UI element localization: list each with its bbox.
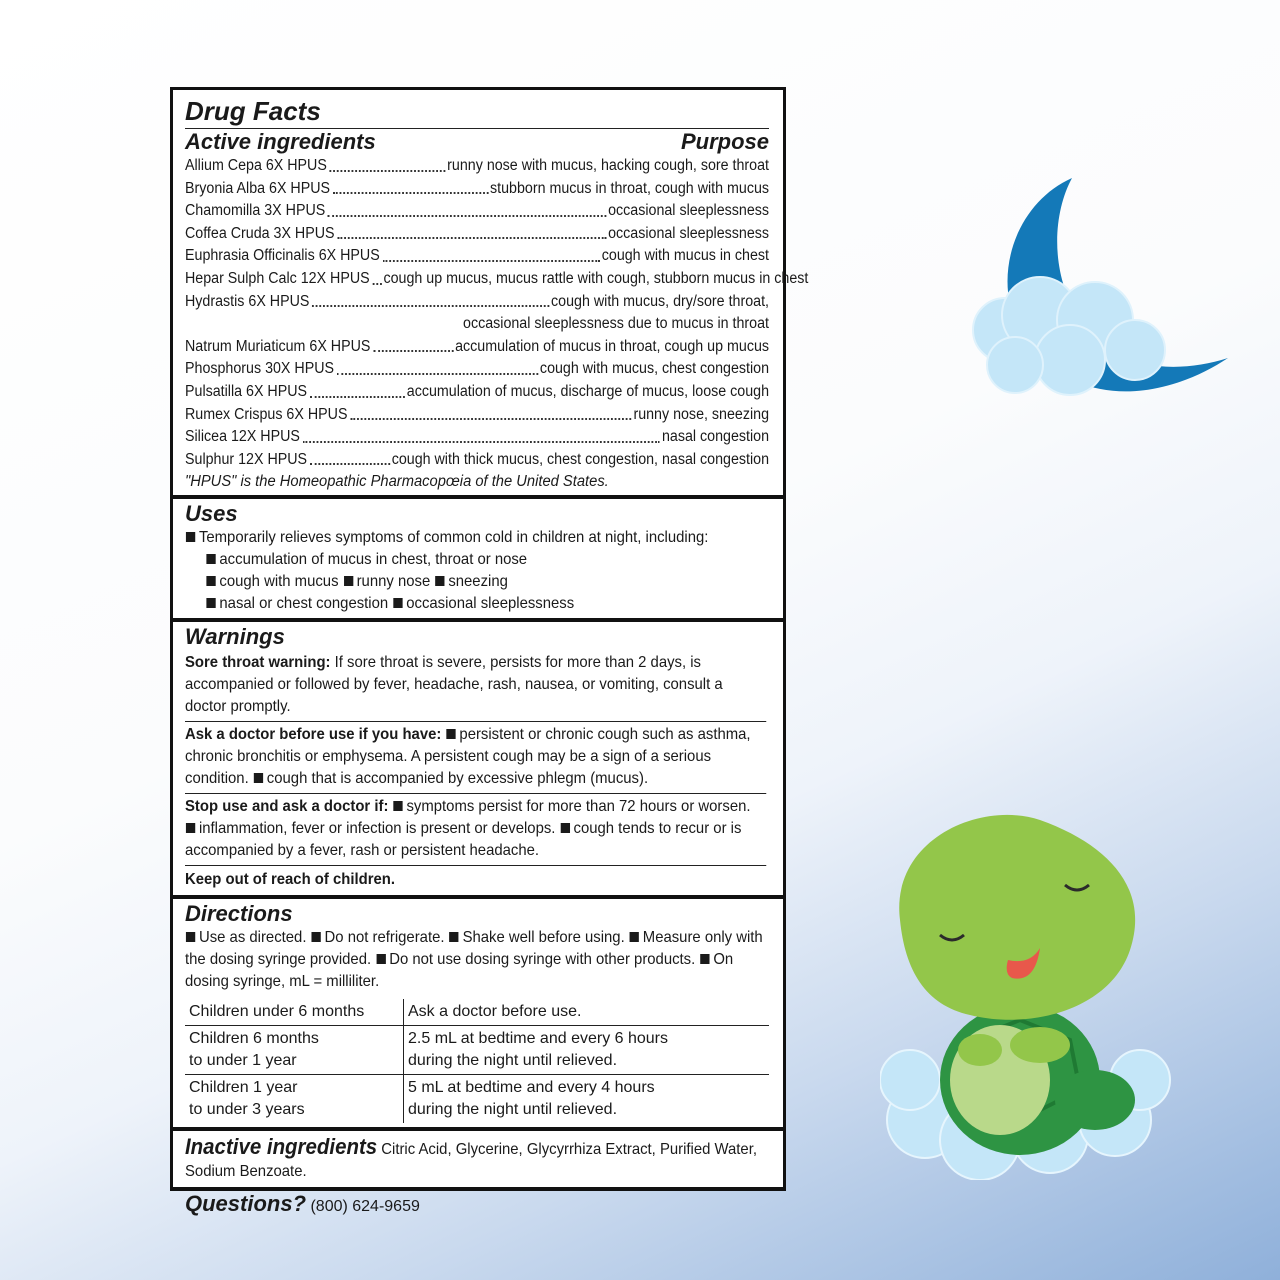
ingredient-name: Bryonia Alba 6X HPUS: [185, 179, 331, 197]
ingredient-name: Euphrasia Officinalis 6X HPUS: [185, 247, 380, 265]
bullet-square-icon: [206, 576, 215, 586]
ingredient-purpose: runny nose, sneezing: [633, 405, 770, 423]
purpose-heading: Purpose: [680, 129, 769, 154]
bullet-square-icon: [376, 954, 385, 964]
ingredient-purpose: runny nose with mucus, hacking cough, sore throat: [447, 157, 770, 174]
warning-text: persistent or chronic cough such as asthma, chronic bronchitis or emphysema. A persistent cough may be a sign of a serious condition.: [185, 726, 751, 788]
leader-dots: [330, 170, 446, 172]
age-cell: [185, 1026, 404, 1075]
warning-text: cough that is accompanied by excessive phlegm (mucus).: [266, 770, 649, 788]
ingredient-row: [185, 268, 809, 291]
ingredient-purpose: cough with mucus, dry/sore throat,: [551, 292, 770, 310]
bullet-square-icon: [435, 576, 444, 586]
uses-text: cough with mucus: [219, 573, 339, 591]
uses-text: runny nose: [356, 573, 431, 591]
ingredient-row: [185, 404, 769, 427]
uses-line: [185, 571, 787, 593]
keep-out-of-reach: Keep out of reach of children.: [185, 871, 396, 889]
direction-item: Do not refrigerate.: [324, 929, 445, 947]
direction-item: Use as directed.: [198, 929, 307, 947]
ingredient-row: [185, 358, 769, 381]
dose-text: Ask a doctor before use.: [408, 1003, 582, 1021]
bullet-square-icon: [254, 773, 263, 783]
ingredient-purpose: occasional sleeplessness: [608, 202, 770, 220]
bullet-square-icon: [186, 823, 195, 833]
ingredient-name: Pulsatilla 6X HPUS: [185, 382, 308, 400]
inactive-heading: Inactive ingredients: [185, 1134, 378, 1160]
warning-text: symptoms persist for more than 72 hours or worsen.: [406, 798, 751, 816]
leader-dots: [337, 237, 606, 239]
ingredient-name: Coffea Cruda 3X HPUS: [185, 224, 335, 242]
ingredient-row: [185, 291, 769, 314]
uses-heading: Uses: [185, 501, 238, 527]
age-text: Children 6 months: [189, 1030, 319, 1048]
drug-facts-title: Drug Facts: [185, 96, 321, 126]
uses-text: nasal or chest congestion: [219, 595, 389, 613]
bullet-square-icon: [186, 932, 195, 942]
ingredient-name: Chamomilla 3X HPUS: [185, 202, 326, 220]
dose-cell: [404, 1026, 770, 1075]
ingredient-name: Sulphur 12X HPUS: [185, 450, 308, 468]
age-text: to under 3 years: [189, 1101, 305, 1119]
leader-dots: [312, 305, 549, 307]
warning-label: Sore throat warning:: [185, 654, 331, 672]
leader-dots: [328, 215, 606, 217]
ingredient-purpose-continued: occasional sleeplessness due to mucus in throat: [463, 315, 769, 333]
leader-dots: [337, 373, 538, 375]
directions-text: [185, 927, 766, 993]
age-text: to under 1 year: [189, 1052, 297, 1070]
warning-label: Stop use and ask a doctor if:: [185, 798, 389, 816]
ingredient-name: Phosphorus 30X HPUS: [185, 360, 335, 378]
bullet-square-icon: [393, 801, 402, 811]
leader-dots: [333, 192, 488, 194]
bullet-square-icon: [630, 932, 639, 942]
leader-dots: [350, 418, 631, 420]
stop-use-warning: [185, 794, 766, 866]
ingredient-row: [185, 381, 769, 404]
ingredient-name: Silicea 12X HPUS: [185, 428, 300, 446]
direction-item: Shake well before using.: [462, 929, 625, 947]
directions-heading: Directions: [185, 901, 293, 927]
cloud-icon: [973, 277, 1165, 395]
uses-text: Temporarily relieves symptoms of common cold in children at night, including:: [198, 529, 709, 547]
active-ingredients-header: [185, 128, 769, 155]
bullet-square-icon: [560, 823, 569, 833]
leader-dots: [303, 441, 660, 443]
direction-item: On dosing syringe, mL = milliliter.: [185, 951, 734, 991]
leader-dots: [373, 350, 453, 352]
uses-text: sneezing: [448, 573, 508, 591]
uses-line: [185, 593, 787, 615]
bullet-square-icon: [450, 932, 459, 942]
bullet-square-icon: [186, 532, 195, 542]
hpus-note: "HPUS" is the Homeopathic Pharmacopœia of the United States.: [185, 473, 609, 491]
questions-heading: Questions?: [185, 1191, 307, 1217]
ingredient-name: Hydrastis 6X HPUS: [185, 292, 310, 310]
ingredient-row: [185, 200, 769, 223]
dose-text: during the night until relieved.: [408, 1101, 618, 1119]
ingredient-name: Natrum Muriaticum 6X HPUS: [185, 337, 371, 355]
ingredient-list: [185, 155, 809, 471]
active-ingredients-heading: Active ingredients: [185, 129, 376, 154]
age-cell: [185, 1075, 404, 1124]
ingredient-row: [185, 155, 769, 178]
warnings-section: [185, 622, 769, 895]
inactive-text: Citric Acid, Glycerine, Glycyrrhiza Extract, Purified Water, Sodium Benzoate.: [185, 1141, 757, 1181]
dose-text: 5 mL at bedtime and every 4 hours: [408, 1079, 655, 1097]
warning-text: inflammation, fever or infection is present or develops.: [198, 820, 556, 838]
inactive-ingredients: [185, 1131, 766, 1187]
bullet-square-icon: [206, 598, 215, 608]
warning-text: If sore throat is severe, persists for more than 2 days, is accompanied or followed by fever, headache, rash, nausea, or vomiting, consult a doctor promptly.: [185, 654, 723, 716]
bullet-square-icon: [393, 598, 402, 608]
uses-text: accumulation of mucus in chest, throat or nose: [219, 551, 528, 569]
age-text: Children under 6 months: [189, 1003, 365, 1021]
leader-dots: [382, 260, 599, 262]
warning-label: Ask a doctor before use if you have:: [185, 726, 442, 744]
leader-dots: [310, 463, 390, 465]
moon-cloud-illustration: [960, 170, 1240, 420]
ingredient-row: [185, 426, 769, 449]
ingredient-row: [185, 223, 769, 246]
ingredient-purpose: stubborn mucus in throat, cough with mucus: [490, 179, 770, 197]
uses-line: [185, 527, 766, 549]
phone-number: (800) 624-9659: [306, 1198, 420, 1216]
directions-section: [185, 899, 769, 1127]
ingredient-row: [185, 245, 769, 268]
ingredient-purpose: cough with mucus in chest: [601, 247, 770, 265]
warning-text: cough tends to recur or is accompanied by a fever, rash or persistent headache.: [185, 820, 742, 860]
ingredient-purpose: occasional sleeplessness: [608, 224, 770, 242]
turtle-illustration: [880, 800, 1180, 1180]
ingredient-purpose: cough up mucus, mucus rattle with cough, stubborn mucus in chest: [383, 269, 809, 287]
drug-facts-panel: [170, 87, 809, 1217]
warnings-heading: Warnings: [185, 624, 285, 650]
turtle-head-icon: [899, 815, 1135, 1020]
ingredient-purpose: accumulation of mucus, discharge of mucus, loose cough: [406, 382, 770, 400]
dosage-row: [185, 1026, 769, 1075]
ingredient-name: Rumex Crispus 6X HPUS: [185, 405, 348, 423]
leader-dots: [310, 396, 405, 398]
age-text: Children 1 year: [189, 1079, 298, 1097]
direction-item: Do not use dosing syringe with other products.: [389, 951, 696, 969]
bullet-square-icon: [312, 932, 321, 942]
questions-line: [185, 1191, 769, 1222]
dose-cell: [404, 1075, 770, 1124]
ask-doctor-warning: [185, 722, 766, 794]
ingredient-purpose: nasal congestion: [661, 428, 770, 446]
dosage-row: [185, 1075, 769, 1124]
bullet-square-icon: [446, 729, 455, 739]
ingredient-row: [185, 336, 769, 359]
ingredient-name: Hepar Sulph Calc 12X HPUS: [185, 269, 370, 287]
ingredient-row: [185, 449, 769, 472]
bullet-square-icon: [206, 554, 215, 564]
ingredient-purpose: accumulation of mucus in throat, cough up mucus: [455, 337, 770, 355]
dose-text: 2.5 mL at bedtime and every 6 hours: [408, 1030, 668, 1048]
leader-dots: [372, 283, 381, 285]
dose-cell: [404, 999, 770, 1026]
ingredient-name: Allium Cepa 6X HPUS: [185, 157, 327, 174]
bullet-square-icon: [700, 954, 709, 964]
dosage-table: [185, 999, 769, 1123]
uses-line: [185, 549, 787, 571]
dose-text: during the night until relieved.: [408, 1052, 618, 1070]
sore-throat-warning: [185, 650, 766, 722]
dosage-row: [185, 999, 769, 1026]
direction-item: Measure only with the dosing syringe provided.: [185, 929, 763, 969]
ingredient-row: [185, 178, 769, 201]
ingredient-purpose: cough with thick mucus, chest congestion, nasal congestion: [391, 450, 770, 468]
age-cell: [185, 999, 404, 1026]
bullet-square-icon: [344, 576, 353, 586]
ingredient-purpose: cough with mucus, chest congestion: [539, 360, 770, 378]
uses-section: [185, 499, 769, 618]
uses-text: occasional sleeplessness: [406, 595, 575, 613]
